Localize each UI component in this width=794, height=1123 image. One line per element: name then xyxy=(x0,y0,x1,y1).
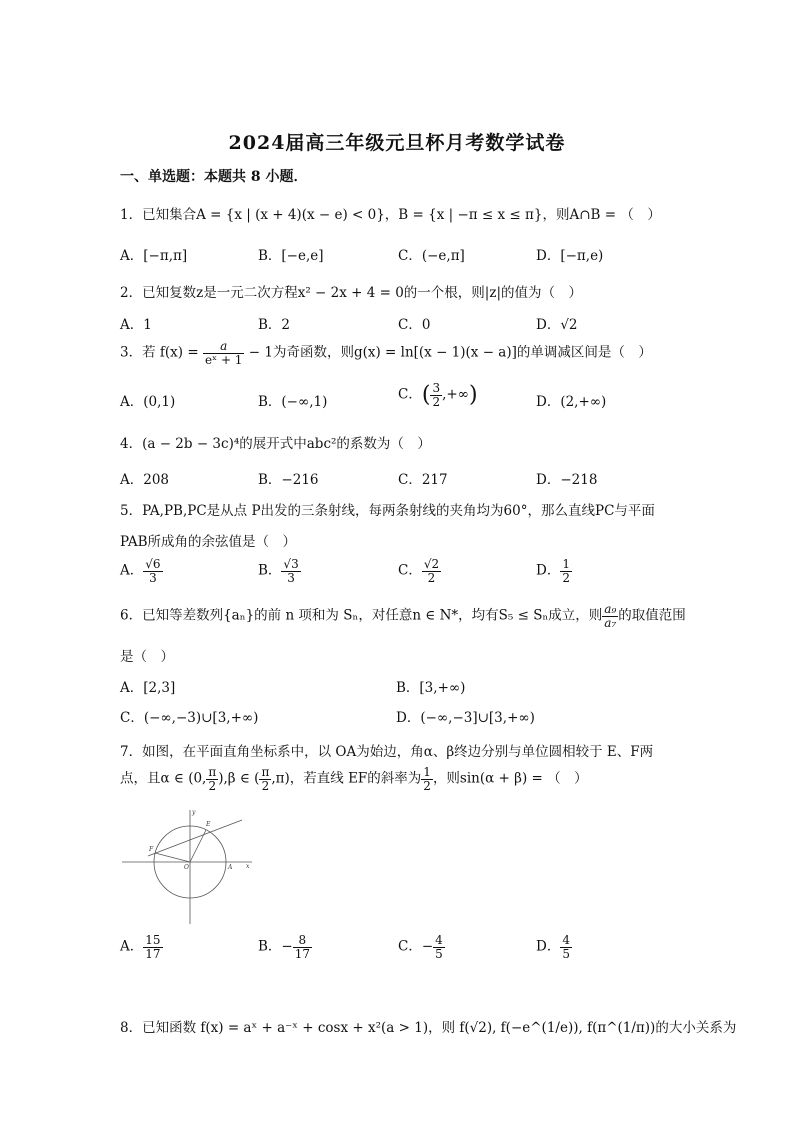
question-2-stem: 2．已知复数z是一元二次方程x² − 2x + 4 = 0的一个根，则|z|的值为（ ） xyxy=(120,285,582,301)
q7-fraction-1 xyxy=(206,766,218,792)
q3-frac-denominator: eˣ + 1 xyxy=(204,352,243,367)
q7-frac3-numerator: 1 xyxy=(423,765,431,779)
q6-option-b: B．[3,+∞) xyxy=(396,680,466,696)
q5-option-c-denominator: 2 xyxy=(427,570,436,585)
q1-option-a: A．[−π,π] xyxy=(120,248,188,264)
q7-option-b-sign: − xyxy=(281,938,293,955)
q3-frac-numerator: a xyxy=(203,340,245,354)
q6-option-a: A．[2,3] xyxy=(120,680,176,696)
q7-option-c-numerator: 4 xyxy=(435,933,443,947)
q5-option-b-numerator: √3 xyxy=(283,557,299,571)
q7-option-b xyxy=(258,934,312,960)
q7-fraction-2 xyxy=(259,766,271,792)
q7-option-a-denominator: 17 xyxy=(145,946,161,961)
q5-option-d-denominator: 2 xyxy=(562,570,570,585)
q7-option-c-denominator: 5 xyxy=(435,946,443,961)
q6-option-d: D．(−∞,−3]∪[3,+∞) xyxy=(396,710,535,726)
q3-fraction xyxy=(203,340,245,366)
label-a: A xyxy=(228,864,233,871)
q5-option-a xyxy=(120,558,163,584)
q3-option-c-close-paren: ) xyxy=(468,382,478,408)
q7-frac1-denominator: 2 xyxy=(208,778,217,793)
ray-oe xyxy=(190,830,206,862)
question-4-stem: 4．(a − 2b − 3c)⁴的展开式中abc²的系数为（ ） xyxy=(120,436,431,452)
question-5-stem-line-1: 5．PA,PB,PC是从点 P出发的三条射线，每两条射线的夹角均为60°，那么直线PC与平面 xyxy=(120,503,655,519)
question-6-stem-line-2: 是（ ） xyxy=(120,649,174,665)
q4-option-d: D．−218 xyxy=(536,472,598,488)
q5-option-d xyxy=(536,558,572,584)
question-3-stem xyxy=(120,340,652,366)
q6-stem-part-a: 6．已知等差数列{aₙ}的前 n 项和为 Sₙ，对任意n ∈ N*，均有S₅ ≤ Sₙ成立，则 xyxy=(120,607,603,624)
q2-option-c: C．0 xyxy=(398,317,431,333)
q7-frac2-denominator: 2 xyxy=(261,778,270,793)
q3-option-c xyxy=(398,382,478,408)
q5-option-a-denominator: 3 xyxy=(149,570,157,585)
q2-option-d: D．√2 xyxy=(536,317,578,333)
q5-option-c-fraction xyxy=(422,558,441,584)
q7-frac3-denominator: 2 xyxy=(423,778,431,793)
q4-option-a: A．208 xyxy=(120,472,170,488)
q5-option-d-fraction xyxy=(560,558,572,584)
q7-stem-part-c: ,π)，若直线 EF的斜率为 xyxy=(271,770,422,787)
section-heading: 一、单选题：本题共 8 小题． xyxy=(120,169,308,185)
q7-frac2-numerator: π xyxy=(261,765,270,779)
q7-option-c-fraction xyxy=(433,934,445,960)
q3-option-d: D．(2,+∞) xyxy=(536,394,607,410)
q6-stem-part-b: 的取值范围 xyxy=(618,607,686,624)
question-5-stem-line-2: PAB所成角的余弦值是（ ） xyxy=(120,534,297,550)
q5-option-a-numerator: √6 xyxy=(145,557,161,571)
label-e: E xyxy=(206,821,211,828)
label-o: O xyxy=(184,864,189,871)
q4-option-b: B．−216 xyxy=(258,472,319,488)
q7-fraction-3 xyxy=(421,766,433,792)
q3-option-c-numerator: 3 xyxy=(432,381,441,395)
q7-stem-part-a: 点，且α ∈ (0, xyxy=(120,770,207,787)
ray-of xyxy=(155,853,190,862)
line-ef xyxy=(148,820,242,856)
q7-option-c-label: C． xyxy=(398,938,422,955)
q7-option-d-denominator: 5 xyxy=(562,946,570,961)
q6-option-c: C．(−∞,−3)∪[3,+∞) xyxy=(120,710,259,726)
q3-option-b: B．(−∞,1) xyxy=(258,394,328,410)
unit-circle-figure xyxy=(118,806,258,926)
unit-circle-diagram xyxy=(118,806,258,926)
q5-option-b xyxy=(258,558,301,584)
q7-option-a-fraction xyxy=(143,934,162,960)
q6-frac-denominator: a₇ xyxy=(604,615,617,630)
q1-option-c: C．(−e,π] xyxy=(398,248,465,264)
q7-option-b-label: B． xyxy=(258,938,282,955)
q5-option-b-label: B． xyxy=(258,562,282,579)
q2-option-a: A．1 xyxy=(120,317,152,333)
q5-option-c-label: C． xyxy=(398,562,422,579)
q5-option-b-fraction xyxy=(281,558,300,584)
q3-stem-part-a: 3．若 f(x) = xyxy=(120,344,199,361)
q5-option-a-label: A． xyxy=(120,562,144,579)
q7-option-d-fraction xyxy=(560,934,572,960)
q5-option-a-fraction xyxy=(143,558,162,584)
q7-stem-part-b: ),β ∈ ( xyxy=(218,770,260,787)
label-f: F xyxy=(149,846,154,853)
q7-option-d-numerator: 4 xyxy=(562,933,570,947)
q3-stem-part-b: − 1为奇函数，则g(x) = ln[(x − 1)(x − a)]的单调减区间是（ ） xyxy=(248,344,652,361)
q5-option-c xyxy=(398,558,441,584)
q5-option-b-denominator: 3 xyxy=(287,570,295,585)
q7-option-b-numerator: 8 xyxy=(293,934,312,948)
q7-stem-part-d: ，则sin(α + β) = （ ） xyxy=(432,770,588,787)
q6-fraction xyxy=(602,603,618,629)
q3-option-a: A．(0,1) xyxy=(120,394,176,410)
q6-frac-numerator: a₉ xyxy=(604,602,617,616)
label-y: y xyxy=(192,809,196,816)
q7-option-b-denominator: 17 xyxy=(294,946,311,961)
q2-option-b: B．2 xyxy=(258,317,291,333)
q3-option-c-fraction xyxy=(430,382,442,408)
q5-option-d-numerator: 1 xyxy=(562,557,570,571)
question-8-stem: 8．已知函数 f(x) = aˣ + a⁻ˣ + cosx + x²(a > 1)，则 f(√2), f(−e^(1/e)), f(π^(1/π))的大小关系为 xyxy=(120,1020,737,1036)
q3-option-c-open-paren: ( xyxy=(421,382,431,408)
question-1-stem: 1．已知集合A = {x | (x + 4)(x − e) < 0}，B = {x | −π ≤ x ≤ π}，则A∩B = （ ） xyxy=(120,207,661,223)
q7-option-a-label: A． xyxy=(120,938,144,955)
q7-option-b-fraction xyxy=(293,934,312,960)
q7-option-d-label: D． xyxy=(536,938,561,955)
q3-option-c-tail: ,+∞ xyxy=(442,386,469,403)
q5-option-c-numerator: √2 xyxy=(423,557,440,571)
page-title: 2024届高三年级元旦杯月考数学试卷 xyxy=(228,132,566,154)
question-7-stem-line-1: 7．如图，在平面直角坐标系中，以 OA为始边，角α、β终边分别与单位圆相较于 E、F两 xyxy=(120,744,654,760)
q7-option-a-numerator: 15 xyxy=(145,933,161,947)
label-x: x xyxy=(246,863,250,870)
q1-option-d: D．[−π,e) xyxy=(536,248,604,264)
q7-option-a xyxy=(120,934,163,960)
q7-option-c xyxy=(398,934,445,960)
question-6-stem-line-1 xyxy=(120,603,686,629)
q7-frac1-numerator: π xyxy=(208,765,217,779)
q1-option-b: B．[−e,e] xyxy=(258,248,324,264)
q3-option-c-denominator: 2 xyxy=(432,394,441,409)
q7-option-d xyxy=(536,934,572,960)
q4-option-c: C．217 xyxy=(398,472,448,488)
q7-option-c-sign: − xyxy=(421,938,434,955)
q5-option-d-label: D． xyxy=(536,562,561,579)
question-7-stem-line-2 xyxy=(120,766,588,792)
q3-option-c-label: C． xyxy=(398,386,422,403)
